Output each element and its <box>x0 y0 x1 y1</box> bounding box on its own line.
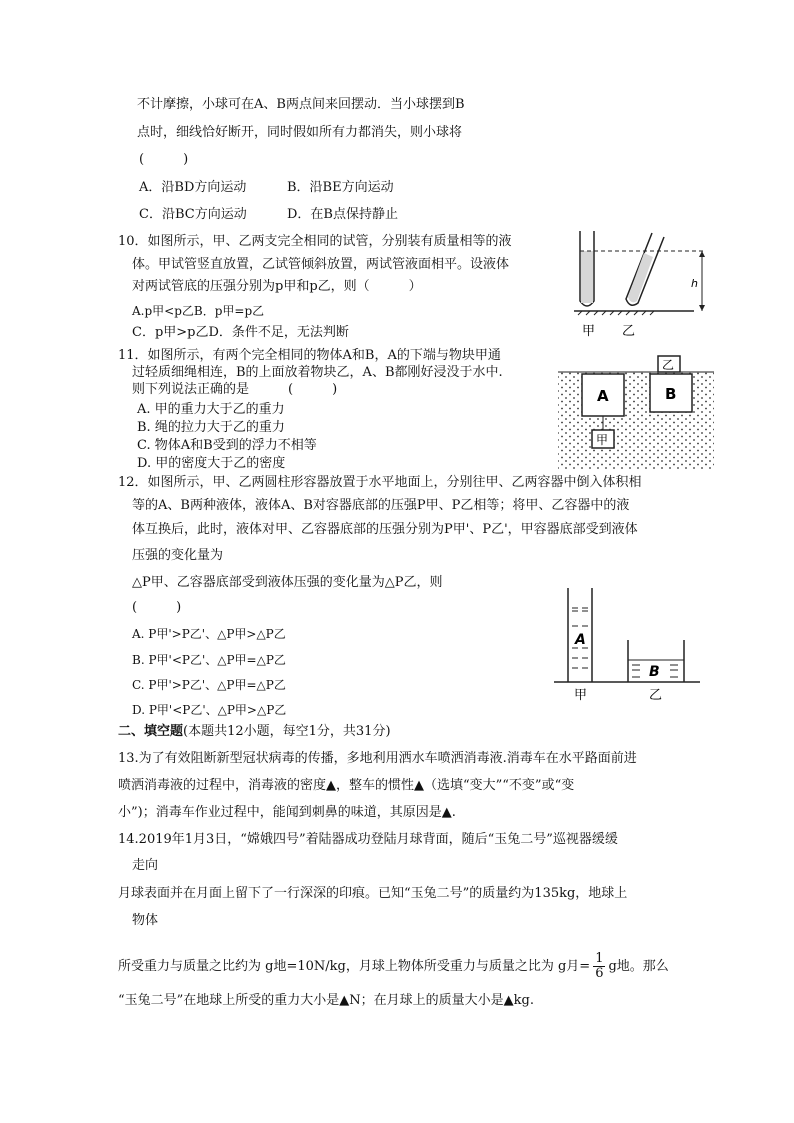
q12-line2: 等的A、B两种液体，液体A、B对容器底部的压强P甲、P乙相等；将甲、乙容器中的液 <box>132 498 630 513</box>
q10-options-cd: C．p甲>p乙D．条件不足，无法判断 <box>132 325 349 340</box>
q11-option-b: B. 绳的拉力大于乙的重力 <box>137 420 285 435</box>
q12-option-c: C. P甲'>P乙'、△P甲=△P乙 <box>132 678 286 692</box>
section-2-title: 二、填空题 <box>118 724 184 739</box>
q14-line5-start: 所受重力与质量之比约为 g地=10N/kg，月球上物体所受重力与质量之比为 g月= <box>118 959 591 974</box>
q12-answer-paren: ( ) <box>132 600 182 615</box>
q11-label-a: A <box>597 387 609 405</box>
q13-line1: 13.为了有效阻断新型冠状病毒的传播，多地利用洒水车喷洒消毒液.消毒车在水平路面前进 <box>118 751 637 766</box>
q9-option-c: C．沿BC方向运动 <box>139 207 247 222</box>
q12-option-d: D. P甲'<P乙'、△P甲>△P乙 <box>132 703 287 717</box>
section-2-detail: (本题共12小题，每空1分，共31分) <box>183 724 391 739</box>
q13-line2: 喷洒消毒液的过程中，消毒液的密度▲，整车的惯性▲（选填“变大”“不变”或“变 <box>118 778 575 793</box>
q10-line3: 对两试管底的压强分别为p甲和p乙，则（ ） <box>132 279 422 294</box>
q14-line3: 月球表面并在月面上留下了一行深深的印痕。已知“玉兔二号”的质量约为135kg，地球上 <box>118 886 628 901</box>
q12-line1: 12．如图所示，甲、乙两圆柱形容器放置于水平地面上，分别往甲、乙两容器中倒入体积相 <box>118 475 642 490</box>
q12-option-a: A. P甲'>P乙'、△P甲>△P乙 <box>132 627 286 641</box>
q9-line1: 不计摩擦，小球可在A、B两点间来回摆动．当小球摆到B <box>137 97 465 112</box>
q14-fraction-denominator: 6 <box>595 966 604 981</box>
section-2-heading <box>118 723 391 741</box>
q9-option-b: B．沿BE方向运动 <box>287 180 394 195</box>
q10-label-jia: 甲 <box>582 324 596 339</box>
q12-label-yi: 乙 <box>649 688 663 702</box>
q14-fraction-numerator: 1 <box>595 951 604 966</box>
q14-line2: 走向 <box>132 858 159 873</box>
q14-line1: 14.2019年1月3日，“嫦娥四号”着陆器成功登陆月球背面，随后“玉兔二号”巡视器缓缓 <box>118 832 618 847</box>
q9-line2: 点时，细线恰好断开，同时假如所有力都消失，则小球将 <box>137 125 463 140</box>
q11-line3: 则下列说法正确的是 ( ) <box>132 382 338 397</box>
q12-line5: △P甲、乙容器底部受到液体压强的变化量为△P乙，则 <box>132 575 443 590</box>
q10-options-ab: A.p甲<p乙B．p甲=p乙 <box>132 304 265 318</box>
q9-answer-paren: ( ) <box>139 152 189 167</box>
q14-line6: “玉兔二号”在地球上所受的重力大小是▲N；在月球上的质量大小是▲kg. <box>118 993 534 1008</box>
q9-option-d: D．在B点保持静止 <box>287 207 398 222</box>
q12-label-jia: 甲 <box>574 688 588 702</box>
q12-option-b: B. P甲'<P乙'、△P甲=△P乙 <box>132 653 286 667</box>
q10-figure <box>556 225 716 343</box>
q11-line2: 过轻质细绳相连，B的上面放着物块乙，A、B都刚好浸没于水中. <box>132 365 503 380</box>
q11-option-d: D. 甲的密度大于乙的密度 <box>137 456 286 471</box>
q11-label-b: B <box>665 385 677 403</box>
q12-figure <box>552 584 702 702</box>
q11-option-a: A. 甲的重力大于乙的重力 <box>137 402 285 417</box>
q13-line3: 小”)；消毒车作业过程中，能闻到刺鼻的味道，其原因是▲. <box>118 805 456 820</box>
q11-figure <box>556 354 716 470</box>
q11-label-yi: 乙 <box>662 358 675 372</box>
q10-label-yi: 乙 <box>622 324 636 339</box>
q10-label-h: h <box>691 277 698 290</box>
q11-label-jia: 甲 <box>596 433 609 447</box>
q10-line2: 体。甲试管竖直放置，乙试管倾斜放置，两试管液面相平。设液体 <box>132 257 510 272</box>
q12-label-b: B <box>649 664 660 680</box>
q12-line4: 压强的变化量为 <box>132 548 224 563</box>
q10-line1: 10．如图所示，甲、乙两支完全相同的试管，分别装有质量相等的液 <box>118 234 512 249</box>
q9-option-a: A．沿BD方向运动 <box>139 180 247 195</box>
q14-fraction <box>593 952 605 981</box>
q12-line3: 体互换后，此时，液体对甲、乙容器底部的压强分别为P甲'、P乙'，甲容器底部受到液体 <box>132 522 638 537</box>
q14-line5 <box>118 952 669 981</box>
q12-label-a: A <box>575 632 586 648</box>
q11-option-c: C. 物体A和B受到的浮力不相等 <box>137 438 317 453</box>
q14-line5-end: g地。那么 <box>608 959 669 974</box>
q14-line4: 物体 <box>132 913 159 928</box>
q11-line1: 11．如图所示，有两个完全相同的物体A和B，A的下端与物块甲通 <box>118 348 501 363</box>
